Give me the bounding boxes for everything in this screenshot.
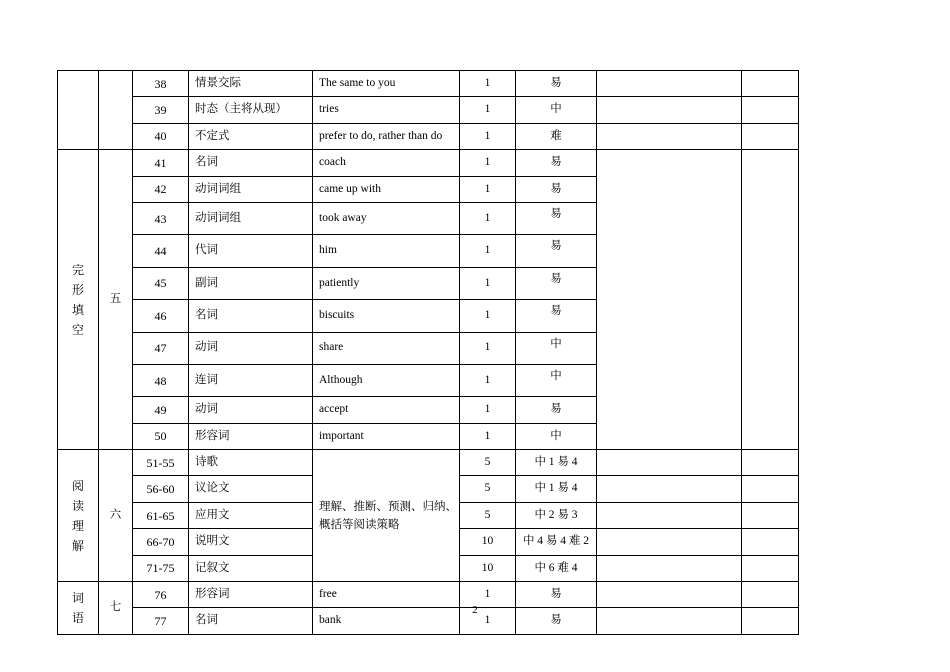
table-row — [58, 123, 799, 149]
blank-cell — [742, 450, 799, 476]
section-char: 理 — [71, 518, 84, 533]
answer: coach — [313, 150, 460, 176]
question-number: 51-55 — [133, 450, 189, 476]
blank-cell — [597, 71, 742, 97]
difficulty: 易 — [516, 71, 597, 97]
difficulty: 中 4 易 4 难 2 — [516, 529, 597, 555]
question-number: 40 — [133, 123, 189, 149]
score: 5 — [460, 502, 516, 528]
score: 1 — [460, 176, 516, 202]
page-number: 2 — [472, 604, 478, 616]
part-number: 七 — [99, 582, 133, 635]
table-row — [58, 450, 799, 476]
score: 5 — [460, 476, 516, 502]
question-number: 43 — [133, 202, 189, 234]
blank-cell — [742, 123, 799, 149]
answer: accept — [313, 397, 460, 423]
knowledge-point: 名词 — [189, 300, 313, 332]
blank-cell — [597, 502, 742, 528]
section-char: 语 — [71, 610, 84, 625]
knowledge-point: 形容词 — [189, 582, 313, 608]
answer: share — [313, 332, 460, 364]
section-char: 词 — [71, 590, 84, 605]
part-number: 五 — [99, 150, 133, 450]
difficulty: 易 — [516, 397, 597, 423]
blank-cell — [597, 123, 742, 149]
score: 1 — [460, 150, 516, 176]
question-number: 77 — [133, 608, 189, 634]
answer: took away — [313, 202, 460, 234]
score: 1 — [460, 235, 516, 267]
part-cell-empty — [99, 71, 133, 150]
score: 10 — [460, 555, 516, 581]
section-cell-empty — [58, 71, 99, 150]
difficulty: 易 — [516, 267, 597, 299]
difficulty: 易 — [516, 202, 597, 234]
question-number: 48 — [133, 364, 189, 396]
question-number: 39 — [133, 97, 189, 123]
knowledge-point: 动词 — [189, 397, 313, 423]
knowledge-point: 动词词组 — [189, 176, 313, 202]
score: 1 — [460, 300, 516, 332]
difficulty: 中 — [516, 332, 597, 364]
question-number: 66-70 — [133, 529, 189, 555]
question-number: 50 — [133, 423, 189, 449]
reading-strategy: 理解、推断、预测、归纳、概括等阅读策略 — [313, 450, 460, 582]
section-label-reading — [58, 450, 99, 582]
question-number: 71-75 — [133, 555, 189, 581]
score: 10 — [460, 529, 516, 555]
exam-analysis-table — [57, 70, 799, 635]
section-char: 解 — [71, 538, 84, 553]
blank-cell — [597, 97, 742, 123]
knowledge-point: 代词 — [189, 235, 313, 267]
section-char: 阅 — [71, 478, 84, 493]
question-number: 61-65 — [133, 502, 189, 528]
question-number: 76 — [133, 582, 189, 608]
difficulty: 中 — [516, 364, 597, 396]
answer: biscuits — [313, 300, 460, 332]
difficulty: 中 6 难 4 — [516, 555, 597, 581]
blank-cell — [597, 150, 742, 450]
score: 1 — [460, 97, 516, 123]
knowledge-point: 说明文 — [189, 529, 313, 555]
blank-cell — [742, 502, 799, 528]
score: 1 — [460, 202, 516, 234]
section-char: 读 — [71, 498, 84, 513]
question-number: 45 — [133, 267, 189, 299]
blank-cell — [597, 529, 742, 555]
knowledge-point: 情景交际 — [189, 71, 313, 97]
section-char: 完 — [71, 262, 84, 277]
blank-cell — [597, 450, 742, 476]
blank-cell — [742, 555, 799, 581]
answer: free — [313, 582, 460, 608]
answer: important — [313, 423, 460, 449]
section-char: 形 — [71, 282, 84, 297]
answer: prefer to do, rather than do — [313, 123, 460, 149]
knowledge-point: 议论文 — [189, 476, 313, 502]
score: 1 — [460, 71, 516, 97]
table-row — [58, 97, 799, 123]
answer: Although — [313, 364, 460, 396]
question-number: 46 — [133, 300, 189, 332]
difficulty: 易 — [516, 235, 597, 267]
difficulty: 中 1 易 4 — [516, 450, 597, 476]
knowledge-point: 动词 — [189, 332, 313, 364]
difficulty: 中 — [516, 97, 597, 123]
answer: came up with — [313, 176, 460, 202]
question-number: 44 — [133, 235, 189, 267]
difficulty: 中 — [516, 423, 597, 449]
knowledge-point: 诗歌 — [189, 450, 313, 476]
answer: bank — [313, 608, 460, 634]
knowledge-point: 连词 — [189, 364, 313, 396]
question-number: 42 — [133, 176, 189, 202]
difficulty: 易 — [516, 608, 597, 634]
knowledge-point: 名词 — [189, 150, 313, 176]
score: 1 — [460, 608, 516, 634]
knowledge-point: 副词 — [189, 267, 313, 299]
answer: him — [313, 235, 460, 267]
question-number: 41 — [133, 150, 189, 176]
question-number: 38 — [133, 71, 189, 97]
knowledge-point: 时态（主将从现） — [189, 97, 313, 123]
section-label-cloze — [58, 150, 99, 450]
knowledge-point: 动词词组 — [189, 202, 313, 234]
difficulty: 易 — [516, 176, 597, 202]
blank-cell — [742, 150, 799, 450]
part-number: 六 — [99, 450, 133, 582]
score: 1 — [460, 332, 516, 364]
difficulty: 中 1 易 4 — [516, 476, 597, 502]
blank-cell — [597, 555, 742, 581]
knowledge-point: 记叙文 — [189, 555, 313, 581]
question-number: 56-60 — [133, 476, 189, 502]
table-row — [58, 71, 799, 97]
question-number: 49 — [133, 397, 189, 423]
answer: tries — [313, 97, 460, 123]
section-char: 填 — [71, 302, 84, 317]
blank-cell — [742, 97, 799, 123]
score: 5 — [460, 450, 516, 476]
score: 1 — [460, 364, 516, 396]
blank-cell — [742, 529, 799, 555]
score: 1 — [460, 423, 516, 449]
blank-cell — [742, 71, 799, 97]
blank-cell — [742, 476, 799, 502]
score: 1 — [460, 123, 516, 149]
score: 1 — [460, 582, 516, 608]
knowledge-point: 不定式 — [189, 123, 313, 149]
section-char: 空 — [71, 322, 84, 337]
score: 1 — [460, 267, 516, 299]
answer: The same to you — [313, 71, 460, 97]
difficulty: 中 2 易 3 — [516, 502, 597, 528]
difficulty: 难 — [516, 123, 597, 149]
score: 1 — [460, 397, 516, 423]
answer: patiently — [313, 267, 460, 299]
knowledge-point: 名词 — [189, 608, 313, 634]
knowledge-point: 形容词 — [189, 423, 313, 449]
blank-cell — [597, 476, 742, 502]
table-row — [58, 150, 799, 176]
difficulty: 易 — [516, 150, 597, 176]
knowledge-point: 应用文 — [189, 502, 313, 528]
difficulty: 易 — [516, 582, 597, 608]
question-number: 47 — [133, 332, 189, 364]
difficulty: 易 — [516, 300, 597, 332]
